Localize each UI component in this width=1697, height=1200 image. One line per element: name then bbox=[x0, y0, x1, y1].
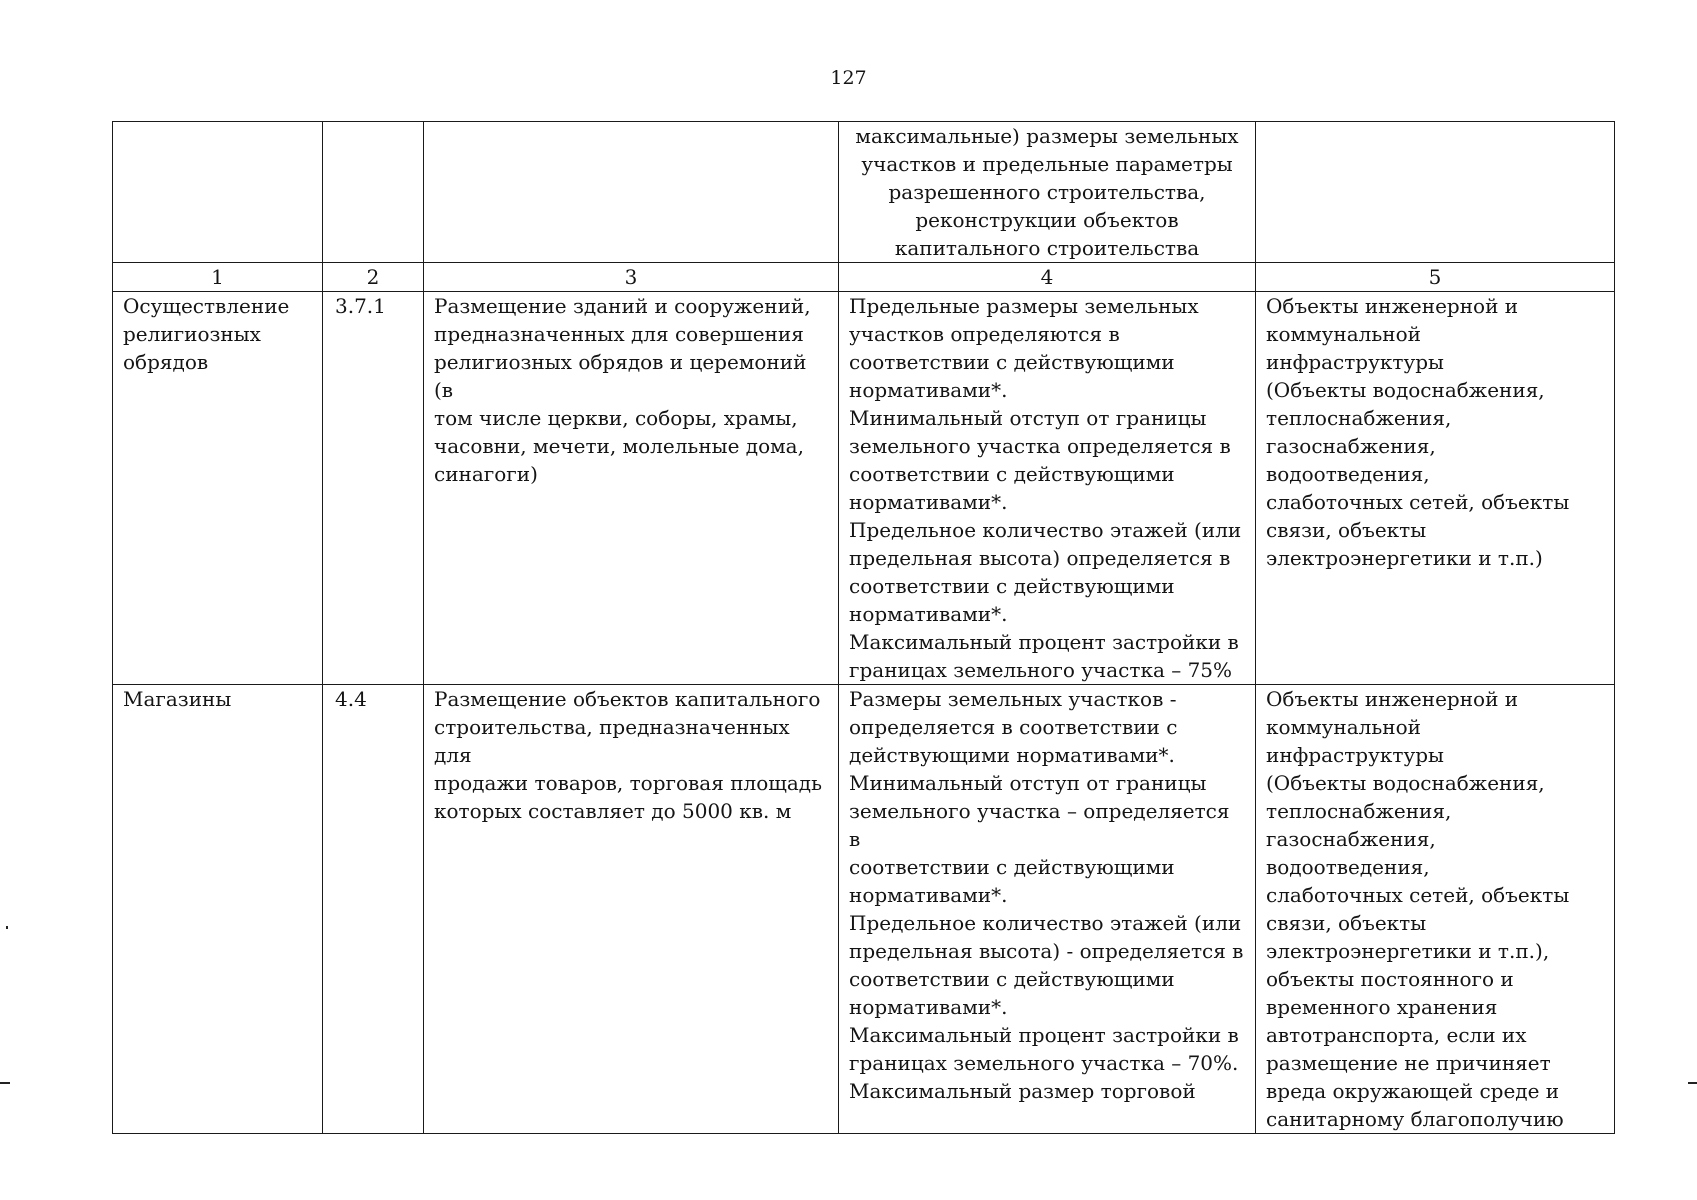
page-number: 127 bbox=[830, 67, 867, 89]
table-row bbox=[113, 685, 1615, 1134]
column-number: 4 bbox=[839, 263, 1256, 292]
column-number-row bbox=[113, 263, 1615, 292]
table-row bbox=[113, 292, 1615, 685]
use-description-cell: Размещение объектов капитального строительства, предназначенных для продажи товаров, торговая площадь которых составляет до 5000 кв. м bbox=[424, 685, 839, 1134]
auxiliary-uses-cell: Объекты инженерной и коммунальной инфраструктуры (Объекты водоснабжения, теплоснабжения, газоснабжения, водоотведения, слаботочных сетей, объекты связи, объекты электроэнергетики и т.п.), объекты постоянного и временного хранения автотранспорта, если их размещение не причиняет вреда окружающей среде и санитарному благополучию bbox=[1256, 685, 1615, 1134]
column-number: 2 bbox=[323, 263, 424, 292]
header-cell-2 bbox=[323, 122, 424, 263]
column-number: 1 bbox=[113, 263, 323, 292]
zoning-regulations-table bbox=[112, 121, 1615, 1134]
header-cell-4: максимальные) размеры земельных участков и предельные параметры разрешенного строительства, реконструкции объектов капитального строительства bbox=[839, 122, 1256, 263]
use-code-cell: 4.4 bbox=[323, 685, 424, 1134]
header-cell-5 bbox=[1256, 122, 1615, 263]
scan-mark bbox=[6, 926, 8, 929]
continued-header-row bbox=[113, 122, 1615, 263]
column-number: 5 bbox=[1256, 263, 1615, 292]
scan-mark bbox=[1688, 1082, 1697, 1084]
use-code-cell: 3.7.1 bbox=[323, 292, 424, 685]
use-name-cell: Магазины bbox=[113, 685, 323, 1134]
use-description-cell: Размещение зданий и сооружений, предназначенных для совершения религиозных обрядов и церемоний (в том числе церкви, соборы, храмы, часовни, мечети, молельные дома, синагоги) bbox=[424, 292, 839, 685]
parameters-cell: Предельные размеры земельных участков определяются в соответствии с действующими нормативами*. Минимальный отступ от границы земельного участка определяется в соответствии с действующими нормативами*. Предельное количество этажей (или предельная высота) определяется в соответствии с действующими нормативами*. Максимальный процент застройки в границах земельного участка – 75% bbox=[839, 292, 1256, 685]
parameters-cell: Размеры земельных участков - определяется в соответствии с действующими нормативами*. Минимальный отступ от границы земельного участка – определяется в соответствии с действующими нормативами*. Предельное количество этажей (или предельная высота) - определяется в соответствии с действующими нормативами*. Максимальный процент застройки в границах земельного участка – 70%. Максимальный размер торговой bbox=[839, 685, 1256, 1134]
scan-mark bbox=[0, 1082, 10, 1084]
column-number: 3 bbox=[424, 263, 839, 292]
header-cell-1 bbox=[113, 122, 323, 263]
header-cell-3 bbox=[424, 122, 839, 263]
auxiliary-uses-cell: Объекты инженерной и коммунальной инфраструктуры (Объекты водоснабжения, теплоснабжения, газоснабжения, водоотведения, слаботочных сетей, объекты связи, объекты электроэнергетики и т.п.) bbox=[1256, 292, 1615, 685]
use-name-cell: Осуществление религиозных обрядов bbox=[113, 292, 323, 685]
